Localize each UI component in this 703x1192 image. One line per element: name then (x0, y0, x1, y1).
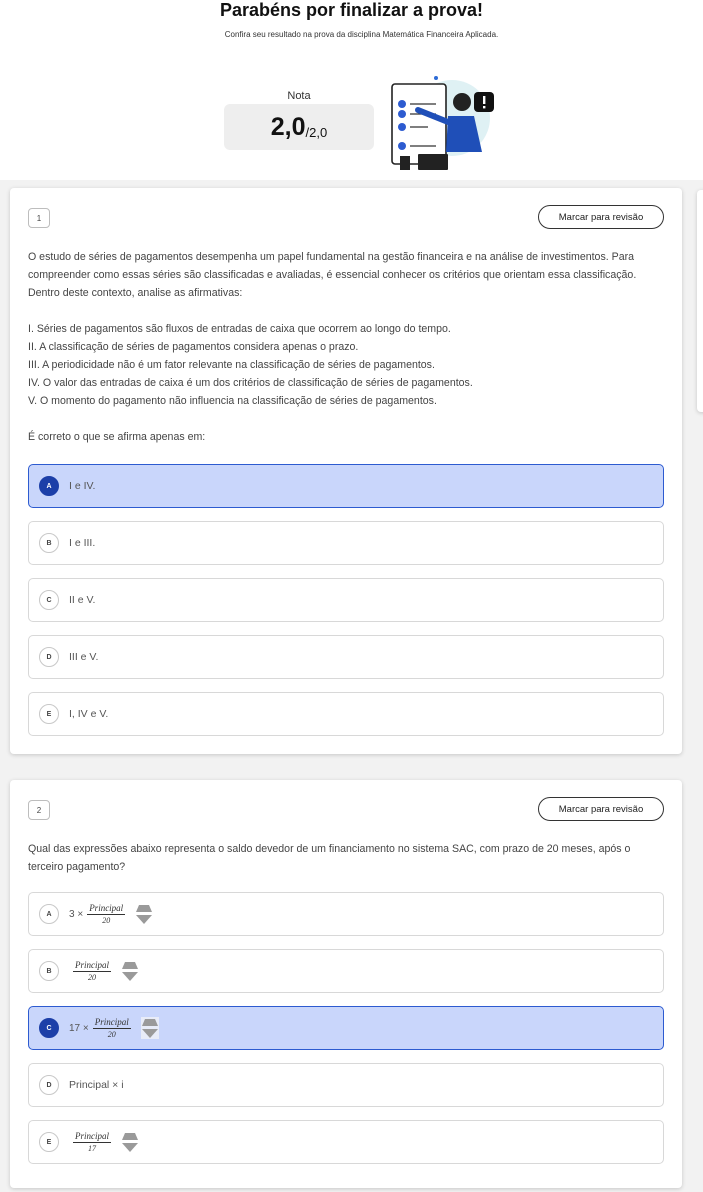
grade-value: 2,0 (270, 112, 306, 141)
option-letter-badge: B (39, 961, 59, 981)
option-c[interactable] (28, 578, 664, 622)
fraction-denominator: 20 (102, 915, 111, 925)
assertion: II. A classificação de séries de pagamentos considera apenas o prazo. (28, 341, 359, 353)
question-prompt: É correto o que se afirma apenas em: (28, 431, 206, 443)
assertion: V. O momento do pagamento não influencia na classificação de séries de pagamentos. (28, 395, 437, 407)
option-expression (69, 1017, 159, 1040)
grade-max: /2,0 (305, 124, 328, 140)
option-letter-badge: D (39, 1075, 59, 1095)
option-text: I, IV e V. (69, 708, 109, 720)
grade-label: Nota (287, 90, 311, 102)
option-text: I e IV. (69, 480, 96, 492)
option-text: I e III. (69, 537, 96, 549)
option-letter-badge: D (39, 647, 59, 667)
fraction-denominator: 17 (88, 1143, 96, 1153)
fraction-numerator: Principal (94, 1016, 129, 1027)
option-text: II e V. (69, 594, 96, 606)
assertion: I. Séries de pagamentos são fluxos de entradas de caixa que ocorrem ao longo do tempo. (28, 323, 451, 335)
fraction-numerator: Principal (75, 959, 109, 970)
fraction-denominator: 20 (107, 1029, 116, 1039)
question-card-1 (10, 188, 682, 754)
fraction (93, 1017, 131, 1040)
page-subtitle: Confira seu resultado na prova da disciplina Matemática Financeira Aplicada. (224, 30, 499, 39)
option-expression (69, 960, 139, 983)
question-statement: Qual das expressões abaixo representa o saldo devedor de um financiamento no sistema SAC, com prazo de 20 meses, após o terceiro pagamento? (28, 843, 631, 873)
fraction-denominator: 20 (88, 972, 96, 982)
option-b[interactable] (28, 949, 664, 993)
fraction-numerator: Principal (89, 902, 124, 913)
option-e[interactable] (28, 692, 664, 736)
fraction (87, 903, 125, 926)
side-panel-edge (697, 190, 703, 412)
question-number: 1 (28, 208, 50, 228)
question-card-2 (10, 780, 682, 1188)
option-letter-badge: E (39, 1132, 59, 1152)
teacher-illustration (388, 72, 500, 176)
option-b[interactable] (28, 521, 664, 565)
grade-box (224, 104, 374, 150)
option-letter-badge: B (39, 533, 59, 553)
assertion: III. A periodicidade não é um fator relevante na classificação de séries de pagamentos. (28, 359, 435, 371)
option-d[interactable] (28, 1063, 664, 1107)
option-c[interactable] (28, 1006, 664, 1050)
assertion: IV. O valor das entradas de caixa é um dos critérios de classificação de séries de pagamentos. (28, 377, 473, 389)
question-statement: O estudo de séries de pagamentos desempenha um papel fundamental na gestão financeira e na análise de investimentos. Para compreender como essas séries são classificadas e avaliadas, é essencial conhecer os critérios que orientam essa classificação. Dentro deste contexto, analise as afirmativas: (28, 251, 637, 299)
option-text: III e V. (69, 651, 99, 663)
option-letter-badge: A (39, 904, 59, 924)
question-number: 2 (28, 800, 50, 820)
expression-prefix: 3 × (69, 908, 84, 920)
sort-arrows-icon (141, 1017, 159, 1039)
sort-arrows-icon (121, 960, 139, 982)
fraction-numerator: Principal (75, 1130, 109, 1141)
fraction (73, 960, 111, 983)
result-header (0, 0, 703, 180)
sort-arrows-icon (121, 1131, 139, 1153)
option-text: Principal × i (69, 1079, 124, 1091)
expression-prefix: 17 × (69, 1022, 89, 1034)
option-letter-badge: A (39, 476, 59, 496)
option-d[interactable] (28, 635, 664, 679)
sort-arrows-icon (135, 903, 153, 925)
fraction (73, 1131, 111, 1154)
page-title: Parabéns por finalizar a prova! (219, 0, 484, 20)
option-expression (69, 1131, 139, 1154)
option-expression (69, 903, 153, 926)
option-e[interactable] (28, 1120, 664, 1164)
option-letter-badge: C (39, 1018, 59, 1038)
option-letter-badge: E (39, 704, 59, 724)
option-a[interactable] (28, 464, 664, 508)
option-a[interactable] (28, 892, 664, 936)
mark-for-review-button[interactable]: Marcar para revisão (538, 797, 664, 821)
mark-for-review-button[interactable]: Marcar para revisão (538, 205, 664, 229)
option-letter-badge: C (39, 590, 59, 610)
